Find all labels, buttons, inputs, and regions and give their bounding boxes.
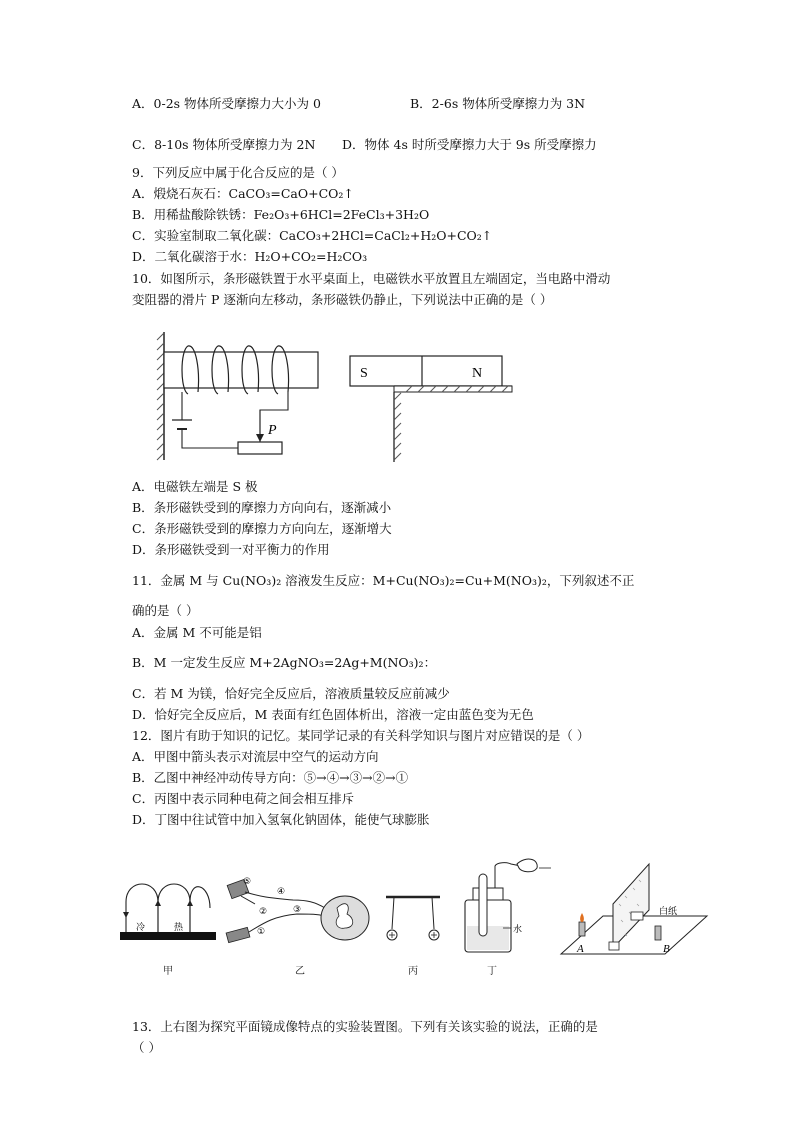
q8-option-d: D．物体 4s 时所受摩擦力大于 9s 所受摩擦力: [342, 137, 597, 152]
slider-p-label: P: [268, 423, 277, 438]
q11-stem-line1: 11．金属 M 与 Cu(NO₃)₂ 溶液发生反应：M+Cu(NO₃)₂=Cu+M(NO₃)₂，下列叙述不正: [132, 573, 635, 588]
magnet-n-label: N: [472, 366, 483, 381]
q10-stem-line1: 10．如图所示，条形磁铁置于水平桌面上，电磁铁水平放置且左端固定，当电路中滑动: [132, 271, 611, 286]
num5-label: ⑤: [243, 877, 252, 887]
q13-stem-line1: 13．上右图为探究平面镜成像特点的实验装置图。下列有关该实验的说法，正确的是: [132, 1019, 598, 1034]
caption-jia: 甲: [163, 966, 173, 977]
muscle-patch: [226, 927, 250, 942]
hot-label: 热: [174, 923, 184, 933]
q9-option-a: A．煅烧石灰石：CaCO₃=CaO+CO₂↑: [132, 186, 354, 201]
rheostat: [238, 442, 282, 454]
electromagnet-figure: [150, 330, 520, 470]
q11-option-b: B．M 一定发生反应 M+2AgNO₃=2Ag+M(NO₃)₂：: [132, 655, 437, 670]
q9-stem: 9．下列反应中属于化合反应的是（ ）: [132, 165, 344, 180]
q10-option-a: A．电磁铁左端是 S 极: [132, 479, 258, 494]
figure-ding-test-tube: [455, 860, 565, 960]
figure-jia-convection: [112, 870, 222, 955]
num2-label: ②: [259, 907, 268, 917]
cold-label: 冷: [136, 923, 146, 933]
q9-option-c: C．实验室制取二氧化碳：CaCO₃+2HCl=CaCl₂+H₂O+CO₂↑: [132, 228, 493, 243]
q11-stem-line2: 确的是（ ）: [132, 603, 199, 618]
point-a-label: A: [577, 943, 584, 955]
q8-option-b: B．2-6s 物体所受摩擦力为 3N: [410, 96, 586, 111]
q10-stem-line2: 变阻器的滑片 P 逐渐向左移动，条形磁铁仍静止，下列说法中正确的是（ ）: [132, 292, 553, 307]
q12-option-a: A．甲图中箭头表示对流层中空气的运动方向: [132, 749, 379, 764]
magnet-s-label: S: [360, 366, 368, 381]
ground-bar: [120, 932, 216, 940]
num4-label: ④: [277, 887, 286, 897]
caption-bing: 丙: [408, 966, 418, 977]
q10-option-b: B．条形磁铁受到的摩擦力方向向右，逐渐减小: [132, 500, 392, 515]
electromagnet-core: [164, 352, 318, 388]
q11-option-d: D．恰好完全反应后，M 表面有红色固体析出，溶液一定由蓝色变为无色: [132, 707, 534, 722]
figure-bing-charges: [380, 885, 450, 955]
q9-option-d: D．二氧化碳溶于水：H₂O+CO₂=H₂CO₃: [132, 249, 368, 264]
caption-yi: 乙: [295, 966, 305, 977]
water-label: 水: [513, 925, 523, 935]
q11-option-a: A．金属 M 不可能是铝: [132, 625, 262, 640]
q10-option-d: D．条形磁铁受到一对平衡力的作用: [132, 542, 330, 557]
q10-option-c: C．条形磁铁受到的摩擦力方向向左，逐渐增大: [132, 521, 392, 536]
q13-stem-line2: （ ）: [132, 1040, 161, 1055]
q8-option-c: C．8-10s 物体所受摩擦力为 2N: [132, 137, 316, 152]
q12-option-b: B．乙图中神经冲动传导方向：⑤→④→③→②→①: [132, 770, 409, 785]
num1-label: ①: [257, 927, 266, 937]
figure-plane-mirror-setup: [555, 860, 715, 960]
q8-option-a: A．0-2s 物体所受摩擦力大小为 0: [132, 96, 321, 111]
caption-ding: 丁: [487, 966, 497, 977]
figure-yi-reflex-arc: [215, 870, 385, 955]
q12-option-c: C．丙图中表示同种电荷之间会相互排斥: [132, 791, 355, 806]
white-paper-label: 白纸: [659, 907, 678, 917]
point-b-label: B: [663, 943, 670, 955]
q9-option-b: B．用稀盐酸除铁锈：Fe₂O₃+6HCl=2FeCl₃+3H₂O: [132, 207, 430, 222]
q12-option-d: D．丁图中往试管中加入氢氧化钠固体，能使气球膨胀: [132, 812, 430, 827]
num3-label: ③: [293, 905, 302, 915]
q11-option-c: C．若 M 为镁，恰好完全反应后，溶液质量较反应前减少: [132, 686, 450, 701]
q12-stem: 12．图片有助于知识的记忆。某同学记录的有关科学知识与图片对应错误的是（ ）: [132, 728, 590, 743]
